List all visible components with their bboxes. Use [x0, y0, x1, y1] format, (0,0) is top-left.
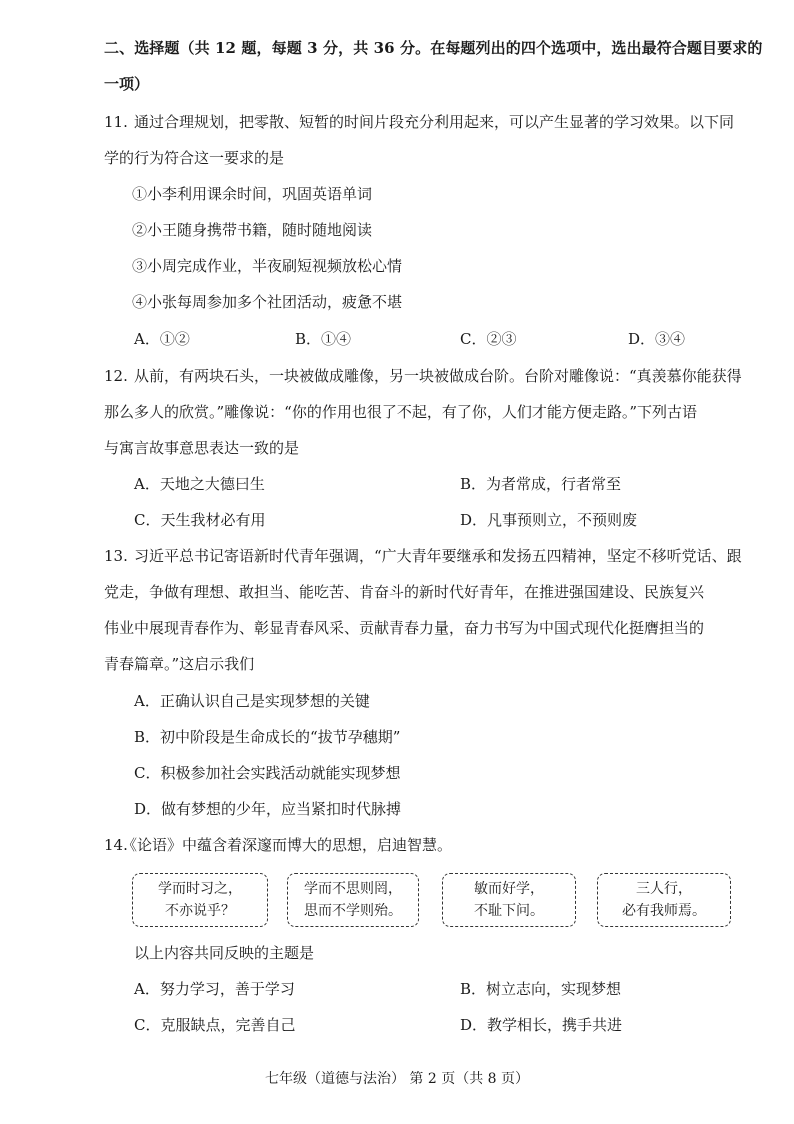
quote-line: 思而不学则殆。	[304, 903, 402, 919]
quote-line: 必有我师焉。	[622, 903, 706, 919]
question-13-stem-cont: 青春篇章。”这启示我们	[104, 655, 255, 673]
question-13-option-b[interactable]: B．初中阶段是生命成长的“拔节孕穗期”	[134, 728, 401, 746]
question-12-option-a[interactable]: A．天地之大德曰生	[134, 475, 265, 493]
question-11-stem-cont: 学的行为符合这一要求的是	[104, 149, 285, 167]
question-12-option-c[interactable]: C．天生我材必有用	[134, 511, 266, 529]
question-14-option-c[interactable]: C．克服缺点，完善自己	[134, 1016, 296, 1034]
question-12-stem-cont: 与寓言故事意思表达一致的是	[104, 439, 300, 457]
quote-line: 学而不思则罔，	[304, 881, 402, 897]
question-11-option-d[interactable]: D．③④	[628, 330, 686, 348]
quote-line: 学而时习之，	[158, 881, 242, 897]
question-14-stem: 《论语》中蕴含着深邃而博大的思想，启迪智慧。	[122, 836, 453, 854]
question-12-stem-cont: 那么多人的欣赏。”雕像说：“你的作用也很了不起，有了你，人们才能方便走路。”下列古语	[104, 403, 698, 421]
question-13-stem-cont: 党走，争做有理想、敢担当、能吃苦、肯奋斗的新时代好青年，在推进强国建设、民族复兴	[104, 583, 705, 601]
quote-box	[287, 873, 419, 927]
quote-box	[442, 873, 576, 927]
question-13-stem: 习近平总书记寄语新时代青年强调，“广大青年要继承和发扬五四精神，坚定不移听党话、跟	[134, 547, 742, 565]
section-title: 二、选择题（共 12 题，每题 3 分，共 36 分。在每题列出的四个选项中，选出最符合题目要求的	[104, 39, 763, 57]
question-13-option-c[interactable]: C．积极参加社会实践活动就能实现梦想	[134, 764, 401, 782]
question-11-option-b[interactable]: B．①④	[295, 330, 352, 348]
question-11-stem: 通过合理规划，把零散、短暂的时间片段充分利用起来，可以产生显著的学习效果。以下同	[134, 113, 735, 131]
quote-box	[132, 873, 268, 927]
question-11-item: ④小张每周参加多个社团活动，疲惫不堪	[132, 293, 403, 311]
question-11-number: 11.	[104, 113, 128, 131]
question-13-number: 13.	[104, 547, 128, 565]
question-14-option-a[interactable]: A．努力学习，善于学习	[134, 980, 295, 998]
question-12-option-b[interactable]: B．为者常成，行者常至	[460, 475, 622, 493]
quote-line: 不亦说乎？	[165, 903, 235, 919]
question-13-stem-cont: 伟业中展现青春作为、彰显青春风采、贡献青春力量，奋力书写为中国式现代化挺膺担当的	[104, 619, 705, 637]
question-11-item: ③小周完成作业，半夜刷短视频放松心情	[132, 257, 403, 275]
quote-box-row	[132, 873, 732, 931]
section-title-cont: 一项）	[104, 75, 150, 93]
page-footer: 七年级（道德与法治） 第 2 页（共 8 页）	[264, 1071, 530, 1087]
question-12-number: 12.	[104, 367, 128, 385]
quote-line: 敏而好学，	[474, 881, 544, 897]
quote-line: 三人行，	[636, 881, 692, 897]
question-14-option-b[interactable]: B．树立志向，实现梦想	[460, 980, 622, 998]
question-11-option-a[interactable]: A．①②	[134, 330, 190, 348]
question-14-option-d[interactable]: D．教学相长，携手共进	[460, 1016, 623, 1034]
question-11-option-c[interactable]: C．②③	[460, 330, 517, 348]
question-12-option-d[interactable]: D．凡事预则立，不预则废	[460, 511, 638, 529]
question-11-item: ①小李利用课余时间，巩固英语单词	[132, 185, 373, 203]
question-13-option-a[interactable]: A．正确认识自己是实现梦想的关键	[134, 692, 370, 710]
question-14-number: 14.	[104, 836, 128, 854]
quote-line: 不耻下问。	[474, 903, 544, 919]
quote-box	[597, 873, 731, 927]
question-13-option-d[interactable]: D．做有梦想的少年，应当紧扣时代脉搏	[134, 800, 402, 818]
question-11-item: ②小王随身携带书籍，随时随地阅读	[132, 221, 373, 239]
question-14-stem-cont: 以上内容共同反映的主题是	[134, 944, 315, 962]
question-12-stem: 从前，有两块石头，一块被做成雕像，另一块被做成台阶。台阶对雕像说：“真羡慕你能获得	[134, 367, 742, 385]
